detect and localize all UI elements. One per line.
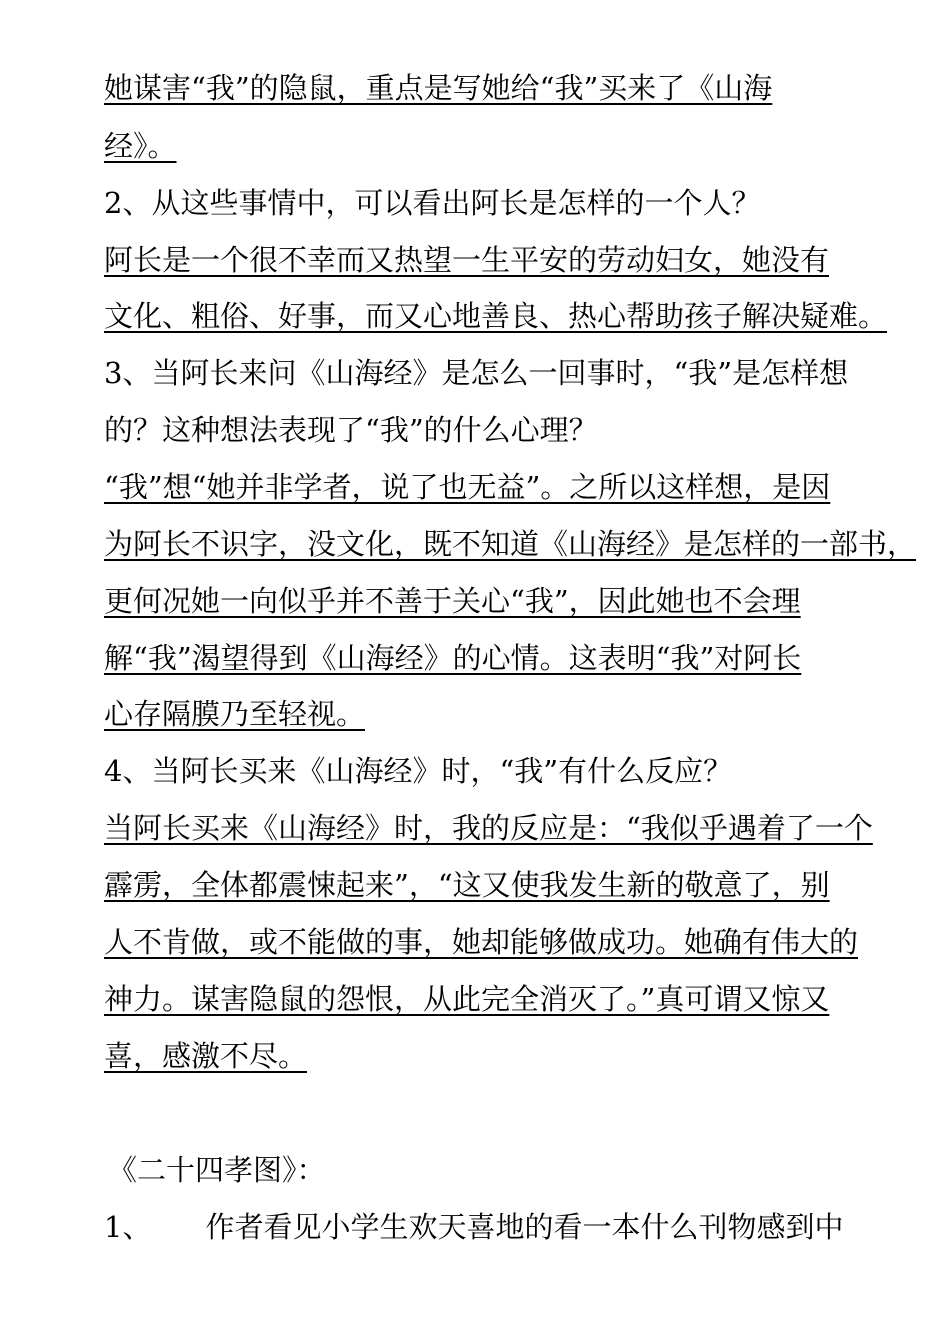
answer-4-line-4: 神力。谋害隐鼠的怨恨，从此完全消灭了。”真可谓又惊又 — [104, 982, 830, 1016]
answer-1-line-1: 她谋害“我”的隐鼠，重点是写她给“我”买来了《山海 — [104, 71, 773, 105]
answer-3-line-1: “我”想“她并非学者，说了也无益”。之所以这样想，是因 — [104, 470, 831, 504]
answer-2-line-2: 文化、粗俗、好事，而又心地善良、热心帮助孩子解决疑难。 — [104, 299, 888, 333]
question-text: 作者看见小学生欢天喜地的看一本什么刊物感到中 — [205, 1210, 844, 1244]
answer-3-line-2: 为阿长不识字，没文化，既不知道《山海经》是怎样的一部书， — [104, 527, 917, 561]
question-3-line-2: 的？这种想法表现了“我”的什么心理？ — [104, 413, 598, 447]
answer-4-line-3: 人不肯做，或不能做的事，她却能够做成功。她确有伟大的 — [104, 925, 859, 959]
answer-1-line-2: 经》。 — [104, 129, 177, 163]
answer-4-line-1: 当阿长买来《山海经》时，我的反应是：“我似乎遇着了一个 — [104, 811, 873, 845]
answer-2-line-1: 阿长是一个很不幸而又热望一生平安的劳动妇女，她没有 — [104, 243, 830, 277]
answer-3-line-3: 更何况她一向似乎并不善于关心“我”，因此她也不会理 — [104, 584, 801, 618]
answer-4-line-5: 喜，感激不尽。 — [104, 1039, 308, 1073]
section-2-question-1 — [104, 1207, 843, 1249]
question-2: 2、从这些事情中，可以看出阿长是怎样的一个人？ — [104, 186, 761, 220]
answer-3-line-4: 解“我”渴望得到《山海经》的心情。这表明“我”对阿长 — [104, 641, 802, 675]
question-4: 4、当阿长买来《山海经》时，“我”有什么反应？ — [104, 754, 733, 788]
section-title: 《二十四孝图》： — [108, 1153, 326, 1187]
question-3-line-1: 3、当阿长来问《山海经》是怎么一回事时，“我”是怎样想 — [104, 356, 849, 390]
answer-4-line-2: 霹雳，全体都震悚起来”，“这又使我发生新的敬意了，别 — [104, 868, 830, 902]
answer-3-line-5: 心存隔膜乃至轻视。 — [104, 697, 366, 731]
question-number: 1、 — [104, 1210, 152, 1244]
